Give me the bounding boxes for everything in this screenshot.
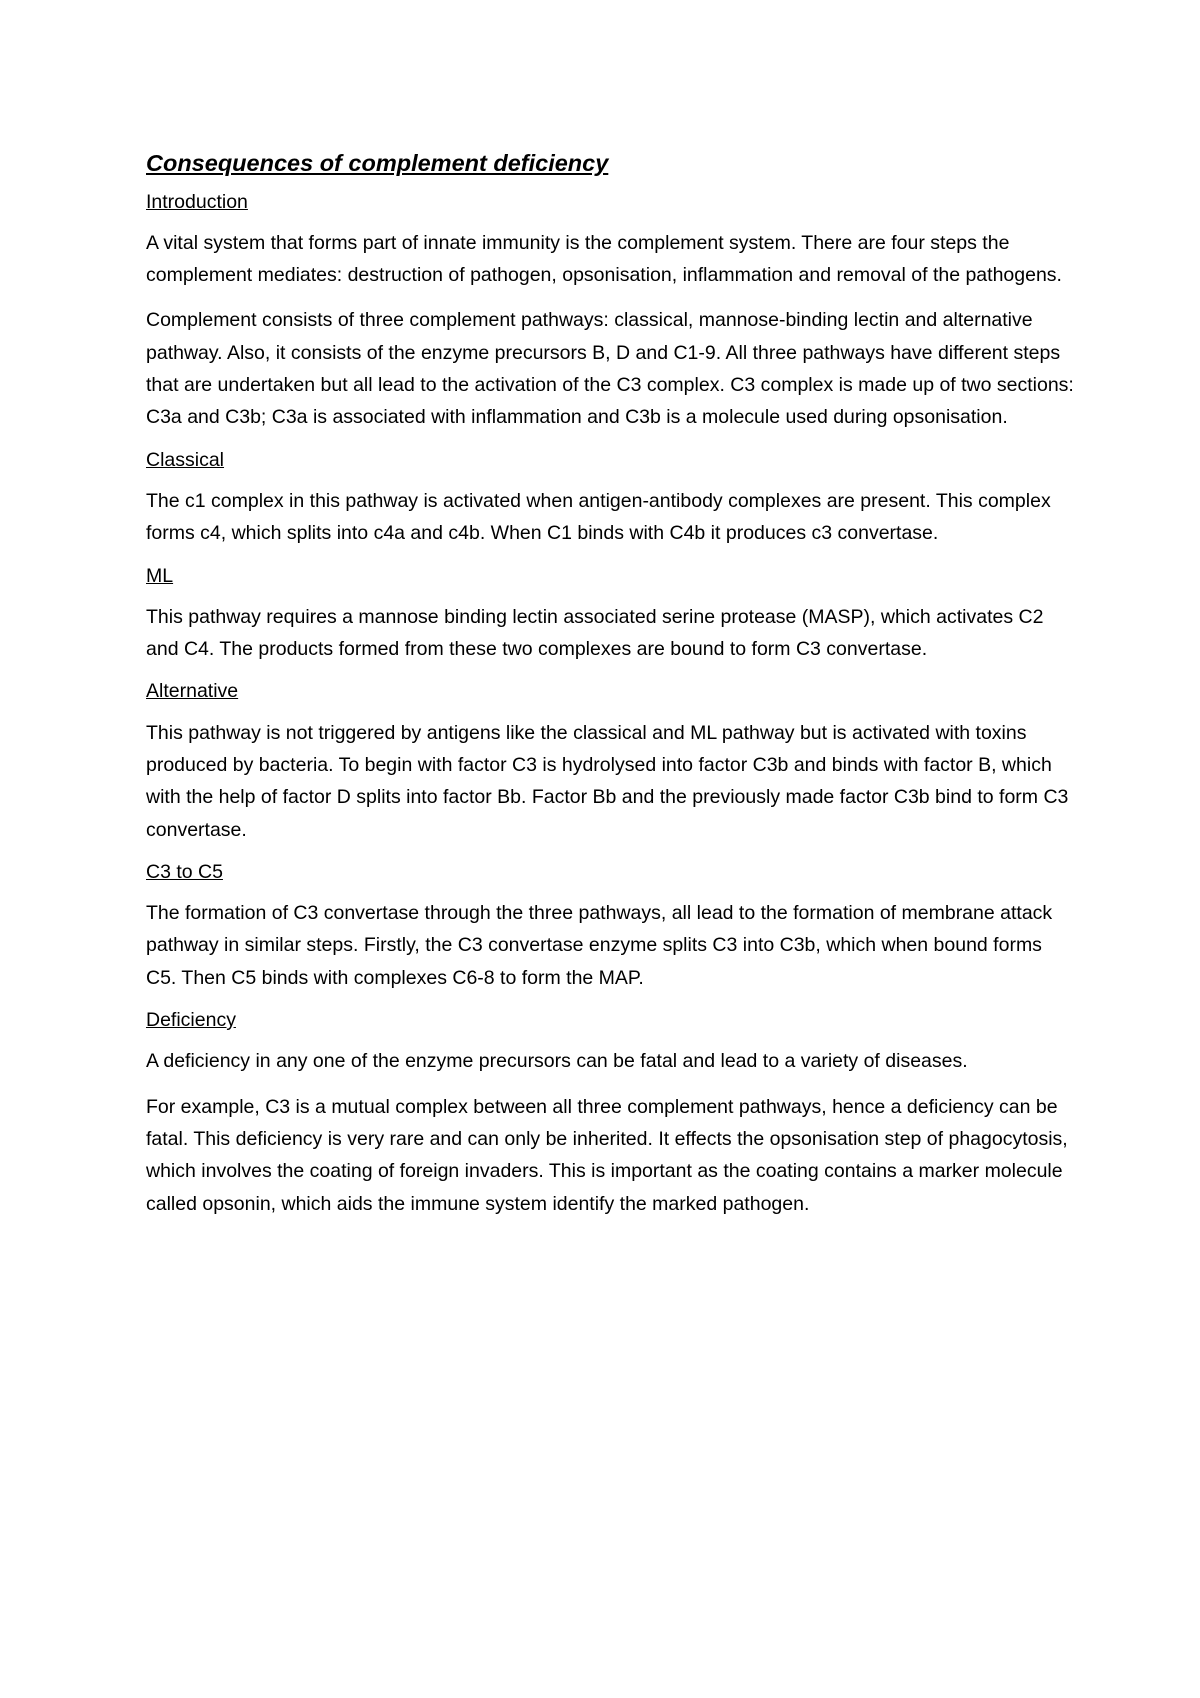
document-page bbox=[146, 148, 1076, 1233]
introduction-paragraph-1: A vital system that forms part of innate immunity is the complement system. There are four steps the complement mediates: destruction of pathogen, opsonisation, inflammation and removal of the pathogens. bbox=[146, 231, 1062, 287]
classical-paragraph: The c1 complex in this pathway is activated when antigen-antibody complexes are present. This complex forms c4, which splits into c4a and c4b. When C1 binds with C4b it produces c3 convertase. bbox=[146, 489, 1051, 545]
section-heading-alternative: Alternative bbox=[146, 680, 239, 703]
ml-paragraph: This pathway requires a mannose binding lectin associated serine protease (MASP), which activates C2 and C4. The products formed from these two complexes are bound to form C3 convertase. bbox=[146, 605, 1044, 661]
introduction-paragraph-2: Complement consists of three complement pathways: classical, mannose-binding lectin and alternative pathway. Also, it consists of the enzyme precursors B, D and C1-9. All three pathways have different steps that are undertaken but all lead to the activation of the C3 complex. C3 complex is made up of two sections: C3a and C3b; C3a is associated with inflammation and C3b is a molecule used during opsonisation. bbox=[146, 309, 1074, 429]
document-title: Consequences of complement deficiency bbox=[146, 150, 609, 176]
deficiency-paragraph-2: For example, C3 is a mutual complex between all three complement pathways, hence a deficiency can be fatal. This deficiency is very rare and can only be inherited. It effects the opsonisation step of phagocytosis, which involves the coating of foreign invaders. This is important as the coating contains a marker molecule called opsonin, which aids the immune system identify the marked pathogen. bbox=[146, 1095, 1068, 1215]
section-heading-ml: ML bbox=[146, 564, 174, 587]
section-heading-classical: Classical bbox=[146, 448, 225, 471]
section-heading-c3-to-c5: C3 to C5 bbox=[146, 860, 223, 883]
alternative-paragraph: This pathway is not triggered by antigens like the classical and ML pathway but is activated with toxins produced by bacteria. To begin with factor C3 is hydrolysed into factor C3b and binds with factor B, which with the help of factor D splits into factor Bb. Factor Bb and the previously made factor C3b bind to form C3 convertase. bbox=[146, 721, 1069, 841]
deficiency-paragraph-1: A deficiency in any one of the enzyme precursors can be fatal and lead to a variety of diseases. bbox=[146, 1050, 968, 1073]
section-heading-deficiency: Deficiency bbox=[146, 1009, 236, 1032]
c3-to-c5-paragraph: The formation of C3 convertase through the three pathways, all lead to the formation of membrane attack pathway in similar steps. Firstly, the C3 convertase enzyme splits C3 into C3b, which when bound forms C5. Then C5 binds with complexes C6-8 to form the MAP. bbox=[146, 902, 1053, 989]
section-heading-introduction: Introduction bbox=[146, 190, 248, 213]
